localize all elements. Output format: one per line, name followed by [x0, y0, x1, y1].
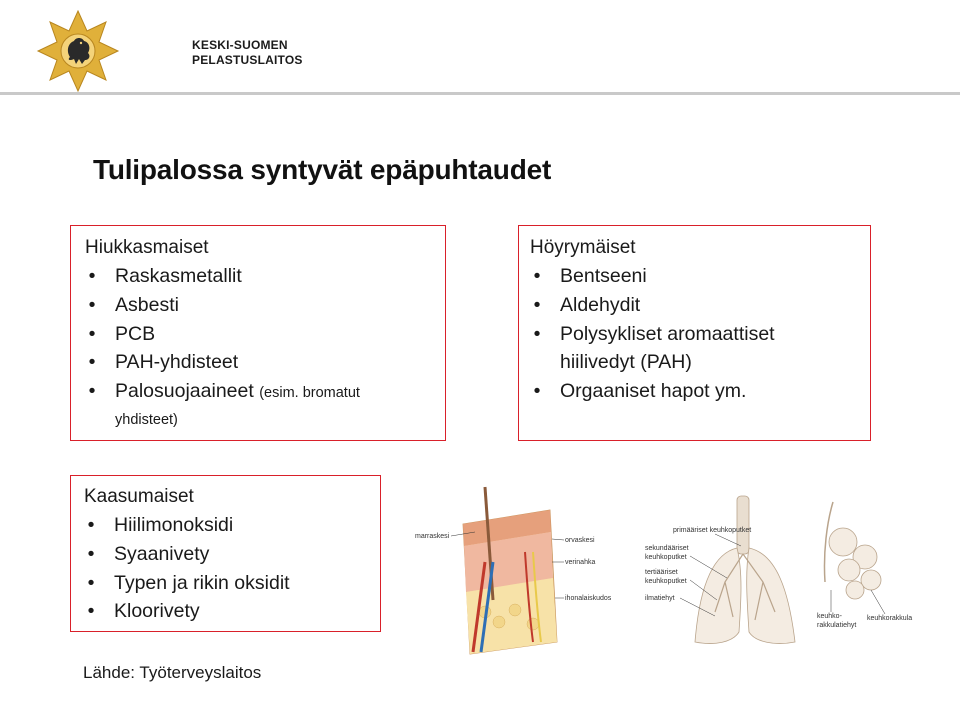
bullet-icon: •	[88, 265, 96, 287]
list-item	[85, 320, 445, 349]
list-item-text: Asbesti	[115, 293, 179, 316]
lung-label-bronchiole: ilmatiehyt	[645, 595, 675, 602]
list-item	[530, 320, 870, 378]
list-item-text: Polysykliset aromaattiset	[560, 322, 775, 345]
skin-label-ihonalaiskudos: ihonalaiskudos	[565, 595, 612, 602]
list-item	[85, 377, 445, 408]
list-item	[530, 291, 870, 320]
lung-label-secondary-bronchi-2: keuhkoputket	[645, 554, 687, 561]
list-item	[85, 348, 445, 377]
bullet-icon: •	[88, 322, 96, 345]
vapor-list	[530, 262, 870, 406]
skin-label-verinahka: verinahka	[565, 559, 596, 566]
alveoli-label-duct-1: keuhko-	[817, 613, 842, 620]
list-item-note-continuation: yhdisteet)	[115, 411, 178, 428]
list-item-text: Bentseeni	[560, 265, 647, 287]
list-item-text: Hiilimonoksidi	[114, 514, 234, 536]
alveoli-illustration	[817, 502, 912, 629]
bullet-icon: •	[88, 293, 96, 316]
list-item	[84, 540, 380, 569]
list-item	[530, 262, 870, 291]
list-item-text: Palosuojaaineet	[115, 380, 254, 403]
vapor-heading: Höyrymäiset	[530, 237, 636, 258]
bullet-icon: •	[87, 514, 95, 536]
gas-list	[84, 511, 380, 626]
particulate-heading: Hiukkasmaiset	[85, 237, 209, 258]
bullet-icon: •	[88, 351, 96, 374]
bullet-icon: •	[87, 542, 95, 565]
rescue-department-logo	[34, 10, 122, 92]
lung-label-secondary-bronchi-1: sekundääriset	[645, 545, 689, 552]
list-item	[85, 291, 445, 320]
bullet-icon: •	[533, 265, 541, 287]
list-item-text: Orgaaniset hapot ym.	[560, 380, 747, 403]
organization-name	[192, 38, 303, 68]
gas-heading: Kaasumaiset	[84, 486, 194, 507]
list-item-note: (esim. bromatut	[259, 385, 360, 402]
header-divider	[0, 92, 960, 95]
bullet-icon: •	[533, 380, 541, 403]
skin-cross-section-illustration	[415, 487, 612, 654]
source-citation: Lähde: Työterveyslaitos	[83, 663, 262, 682]
list-item	[84, 597, 380, 626]
bullet-icon: •	[88, 380, 96, 403]
list-item-text: PAH-yhdisteet	[115, 351, 239, 374]
bullet-icon: •	[87, 600, 95, 623]
particulate-box	[70, 225, 446, 441]
bullet-icon: •	[533, 293, 541, 316]
vapor-box	[518, 225, 871, 441]
gas-box	[70, 475, 381, 632]
skin-label-orvaskesi: orvaskesi	[565, 537, 595, 544]
list-item-text: Syaanivety	[114, 542, 210, 565]
lung-label-primary-bronchi: primääriset keuhkoputket	[673, 527, 752, 534]
list-item-text-continuation: hiilivedyt (PAH)	[560, 351, 692, 374]
list-item-text: Kloorivety	[114, 600, 200, 623]
anatomy-illustration	[415, 482, 945, 660]
list-item-text: PCB	[115, 322, 156, 345]
list-item-text: Typen ja rikin oksidit	[114, 571, 290, 594]
particulate-list	[85, 262, 445, 408]
bullet-icon: •	[87, 571, 95, 594]
list-item	[530, 377, 870, 406]
header	[0, 0, 960, 96]
lung-label-tertiary-bronchi-2: keuhkoputket	[645, 578, 687, 585]
organization-name-line1: KESKI-SUOMEN	[192, 38, 288, 52]
page-title: Tulipalossa syntyvät epäpuhtaudet	[93, 154, 552, 185]
list-item	[85, 262, 445, 291]
list-item-text: Raskasmetallit	[115, 265, 242, 287]
lung-label-tertiary-bronchi-1: tertiääriset	[645, 569, 678, 576]
alveoli-label-duct-2: rakkulatiehyt	[817, 622, 857, 629]
skin-label-marraskesi: marraskesi	[415, 533, 450, 540]
lungs-illustration	[645, 496, 795, 644]
list-item-text: Aldehydit	[560, 293, 641, 316]
list-item	[84, 511, 380, 540]
organization-name-line2: PELASTUSLAITOS	[192, 53, 303, 67]
alveoli-label-alveolus: keuhkorakkula	[867, 615, 913, 622]
bullet-icon: •	[533, 322, 541, 345]
list-item	[84, 569, 380, 598]
